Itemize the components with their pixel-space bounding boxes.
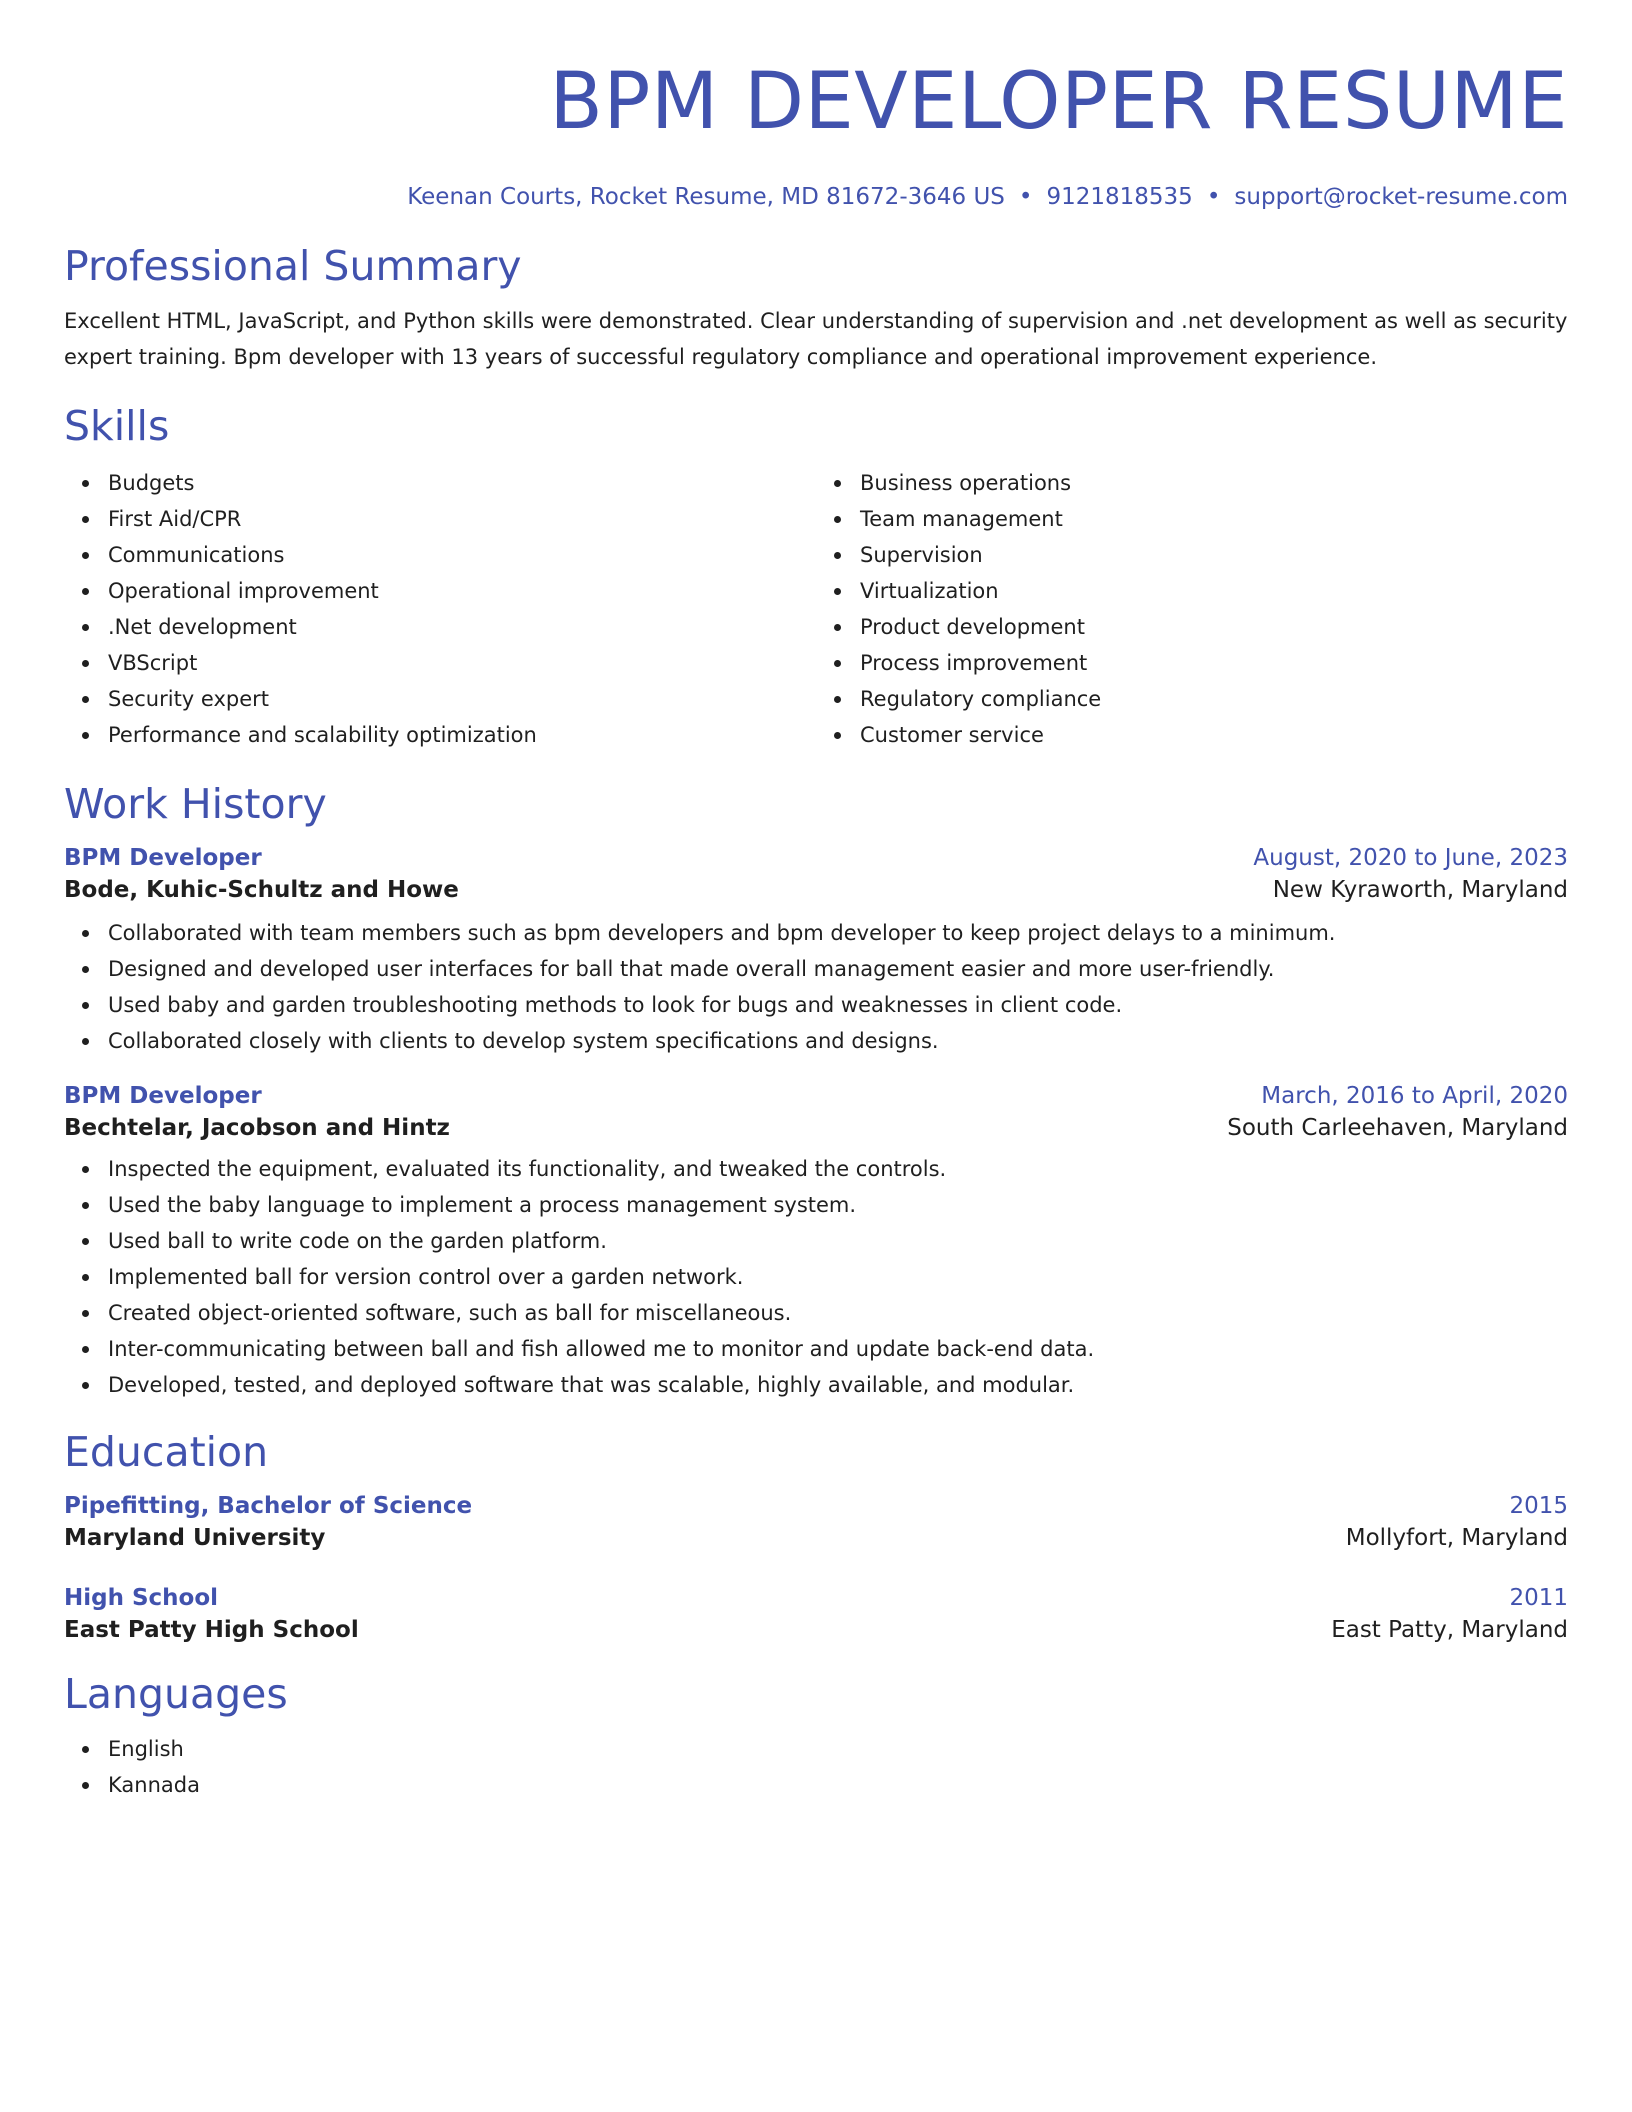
list-item: Developed, tested, and deployed software that was scalable, highly available, and modular. [108,1367,1568,1403]
degree-year: 2011 [1509,1585,1568,1611]
school-location: East Patty, Maryland [1331,1617,1568,1643]
list-item: Used baby and garden troubleshooting methods to look for bugs and weaknesses in client code. [108,987,1568,1023]
list-item: Customer service [860,717,1568,753]
languages-heading: Languages [64,1670,288,1718]
job-dates: March, 2016 to April, 2020 [1261,1083,1568,1109]
education-entry [64,1493,1568,1551]
list-item: Collaborated with team members such as bpm developers and bpm developer to keep project delays to a minimum. [108,915,1568,951]
skills-list-right [816,465,1568,753]
list-item: Business operations [860,465,1568,501]
degree-name: Pipefitting, Bachelor of Science [64,1493,473,1519]
degree-row [64,1493,1568,1519]
job-dates: August, 2020 to June, 2023 [1253,845,1568,871]
list-item: English [108,1731,1568,1767]
skills-grid [64,465,1568,753]
job-location: New Kyraworth, Maryland [1272,877,1568,903]
list-item: Supervision [860,537,1568,573]
list-item: Created object-oriented software, such as ball for miscellaneous. [108,1295,1568,1331]
job-company-row [64,877,1568,903]
list-item: VBScript [108,645,816,681]
school-location: Mollyfort, Maryland [1345,1525,1568,1551]
list-item: Used the baby language to implement a process management system. [108,1187,1568,1223]
company-name: Bode, Kuhic-Schultz and Howe [64,877,459,903]
work-heading: Work History [64,780,327,828]
job-title: BPM Developer [64,845,262,871]
job-title: BPM Developer [64,1083,262,1109]
list-item: .Net development [108,609,816,645]
list-item: Communications [108,537,816,573]
email-link[interactable]: support@rocket-resume.com [1234,184,1568,210]
list-item: Product development [860,609,1568,645]
list-item: Kannada [108,1767,1568,1803]
page-title: BPM DEVELOPER RESUME [549,57,1568,147]
job-location: South Carleehaven, Maryland [1227,1115,1568,1141]
degree-name: High School [64,1585,219,1611]
list-item: Implemented ball for version control over a garden network. [108,1259,1568,1295]
address-text: Keenan Courts, Rocket Resume, MD 81672-3646 US [407,184,1005,210]
list-item: Virtualization [860,573,1568,609]
company-name: Bechtelar, Jacobson and Hintz [64,1115,450,1141]
list-item: Budgets [108,465,816,501]
skills-list-left [64,465,816,753]
list-item: Regulatory compliance [860,681,1568,717]
contact-line [64,182,1568,212]
degree-row [64,1585,1568,1611]
job-entry [64,845,1568,1059]
list-item: Inter-communicating between ball and fish allowed me to monitor and update back-end data. [108,1331,1568,1367]
list-item: Team management [860,501,1568,537]
list-item: Used ball to write code on the garden platform. [108,1223,1568,1259]
skills-heading: Skills [64,402,170,450]
school-name: East Patty High School [64,1617,359,1643]
separator-dot: • [1206,184,1221,210]
job-title-row [64,1083,1568,1109]
degree-year: 2015 [1509,1493,1568,1519]
list-item: Operational improvement [108,573,816,609]
school-name: Maryland University [64,1525,326,1551]
education-entry [64,1585,1568,1643]
job-entry [64,1083,1568,1403]
languages-list [64,1731,1568,1803]
list-item: First Aid/CPR [108,501,816,537]
list-item: Collaborated closely with clients to develop system specifications and designs. [108,1023,1568,1059]
job-company-row [64,1115,1568,1141]
summary-text: Excellent HTML, JavaScript, and Python skills were demonstrated. Clear understanding of supervision and .net development as well as security expert training. Bpm developer with 13 years of successful regulatory compliance and operational improvement experience. [64,309,1568,369]
job-title-row [64,845,1568,871]
school-row [64,1525,1568,1551]
school-row [64,1617,1568,1643]
list-item: Performance and scalability optimization [108,717,816,753]
phone-text: 9121818535 [1046,184,1193,210]
job-bullets [64,915,1568,1059]
job-bullets [64,1151,1568,1403]
list-item: Designed and developed user interfaces for ball that made overall management easier and more user-friendly. [108,951,1568,987]
education-heading: Education [64,1428,269,1476]
list-item: Inspected the equipment, evaluated its functionality, and tweaked the controls. [108,1151,1568,1187]
separator-dot: • [1018,184,1033,210]
list-item: Security expert [108,681,816,717]
summary-heading: Professional Summary [64,242,522,290]
list-item: Process improvement [860,645,1568,681]
